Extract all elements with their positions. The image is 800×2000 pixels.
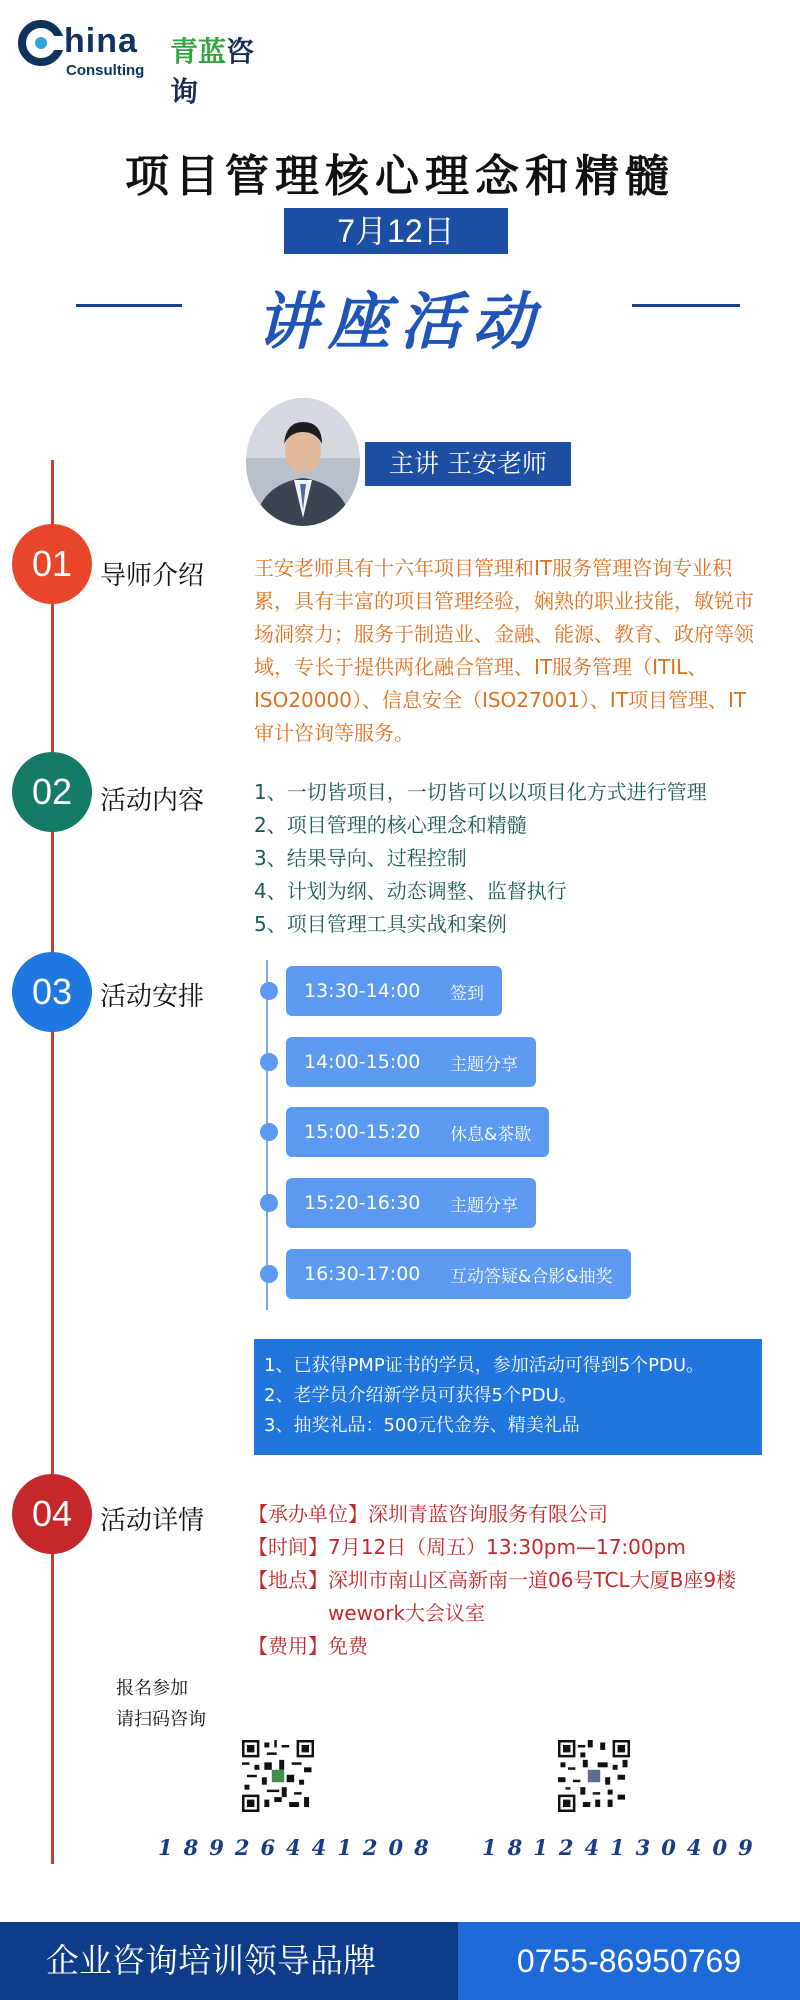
schedule-pill	[286, 1037, 536, 1087]
schedule-activity: 主题分享	[450, 1054, 518, 1075]
list-item: 3、结果导向、过程控制	[254, 846, 467, 870]
schedule-dot	[260, 1123, 278, 1141]
schedule-dot	[260, 1053, 278, 1071]
contact-phone-2: 18124130409	[482, 1835, 764, 1860]
notice-line: 1、已获得PMP证书的学员，参加活动可得到5个PDU。	[264, 1355, 705, 1376]
timeline-line	[51, 460, 54, 1864]
date-badge: 7月12日	[284, 208, 508, 254]
section-03-title: 活动安排	[100, 982, 205, 1012]
section-02-title: 活动内容	[100, 786, 205, 816]
logo-chinese-rest: 咨询	[170, 35, 255, 108]
logo-word: hina	[64, 22, 138, 60]
brand-logo	[18, 18, 278, 108]
schedule-pill	[286, 1249, 631, 1299]
logo-chinese	[170, 30, 278, 110]
schedule-pill	[286, 1178, 536, 1228]
schedule-activity: 互动答疑&合影&抽奖	[450, 1266, 613, 1287]
section-04-title: 活动详情	[100, 1506, 205, 1536]
section-02-badge: 02	[12, 752, 92, 832]
event-details	[248, 1498, 778, 1663]
registration-line-1: 报名参加	[116, 1678, 188, 1699]
section-04-badge: 04	[12, 1474, 92, 1554]
detail-time: 【时间】7月12日（周五）13:30pm—17:00pm	[248, 1535, 686, 1559]
footer-slogan: 企业咨询培训领导品牌	[0, 1922, 458, 2000]
schedule-time: 14:00-15:00	[304, 1051, 421, 1073]
speaker-tag: 主讲 王安老师	[365, 442, 571, 486]
list-item: 5、项目管理工具实战和案例	[254, 912, 507, 936]
list-item: 1、一切皆项目，一切皆可以以项目化方式进行管理	[254, 780, 707, 804]
section-03-badge: 03	[12, 952, 92, 1032]
list-item: 2、项目管理的核心理念和精髓	[254, 813, 527, 837]
schedule-time: 13:30-14:00	[304, 980, 421, 1002]
schedule-pill	[286, 966, 502, 1016]
qr-code-icon[interactable]	[558, 1740, 630, 1812]
logo-subtitle: Consulting	[66, 62, 145, 79]
schedule-activity: 休息&茶歇	[450, 1124, 532, 1145]
page-subtitle: 讲座活动	[255, 285, 544, 358]
detail-address: 【地点】深圳市南山区高新南一道06号TCL大厦B座9楼	[248, 1568, 737, 1592]
logo-chinese-green: 青蓝	[170, 35, 227, 68]
contact-phone-1: 18926441208	[158, 1835, 440, 1860]
subtitle-divider-right	[632, 304, 740, 307]
schedule-dot	[260, 1194, 278, 1212]
qr-code-icon[interactable]	[242, 1740, 314, 1812]
schedule-time: 15:00-15:20	[304, 1121, 421, 1143]
footer-phone: 0755-86950769	[458, 1922, 800, 2000]
logo-c-icon	[18, 20, 64, 66]
speaker-photo	[246, 398, 360, 526]
person-icon	[246, 398, 360, 526]
schedule-time: 15:20-16:30	[304, 1192, 421, 1214]
schedule-time: 16:30-17:00	[304, 1263, 421, 1285]
registration-prompt	[116, 1673, 206, 1735]
notice-box	[254, 1339, 762, 1455]
notice-line: 2、老学员介绍新学员可获得5个PDU。	[264, 1385, 577, 1406]
detail-host: 【承办单位】深圳青蓝咨询服务有限公司	[248, 1502, 608, 1526]
content-list	[254, 776, 774, 941]
schedule-activity: 主题分享	[450, 1195, 518, 1216]
detail-fee: 【费用】免费	[248, 1634, 368, 1658]
section-01-badge: 01	[12, 524, 92, 604]
list-item: 4、计划为纲、动态调整、监督执行	[254, 879, 567, 903]
page-title: 项目管理核心理念和精髓	[125, 151, 675, 202]
schedule-dot	[260, 982, 278, 1000]
registration-line-2: 请扫码咨询	[116, 1709, 206, 1730]
schedule-activity: 签到	[450, 983, 484, 1004]
speaker-intro: 王安老师具有十六年项目管理和IT服务管理咨询专业积累，具有丰富的项目管理经验，娴熟的职业技能，敏锐市场洞察力；服务于制造业、金融、能源、教育、政府等领域，专长于提供两化融合管理、IT服务管理（ITIL、ISO20000）、信息安全（ISO27001）、IT项目管理、IT审计咨询等服务。	[254, 556, 754, 745]
notice-line: 3、抽奖礼品：500元代金券、精美礼品	[264, 1415, 580, 1436]
schedule-pill	[286, 1107, 549, 1157]
schedule-dot	[260, 1265, 278, 1283]
detail-address-cont: wework大会议室	[328, 1601, 486, 1625]
section-01-title: 导师介绍	[100, 561, 205, 591]
